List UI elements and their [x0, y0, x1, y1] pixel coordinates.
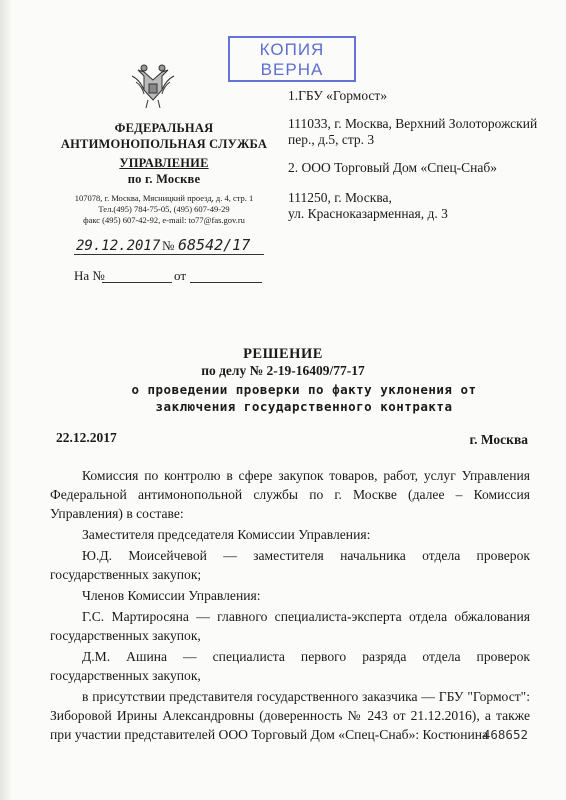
- body-paragraph-deputy: Ю.Д. Моисейчевой — заместителя начальника отдела проверок государственных закупок;: [50, 548, 530, 582]
- body-paragraph-deputy-heading: Заместителя председателя Комиссии Управления:: [82, 527, 371, 542]
- reference-date-line: [190, 282, 262, 283]
- subject-line-2: заключения государственного контракта: [155, 399, 453, 414]
- dept-name: УПРАВЛЕНИЕ: [119, 156, 209, 170]
- dept-city: по г. Москве: [127, 172, 201, 186]
- recipient-1-address: 111033, г. Москва, Верхний Золоторожский пер., д.5, стр. 3: [288, 116, 538, 147]
- body-paragraph-commission: Комиссия по контролю в сфере закупок товаров, работ, услуг Управления Федеральной антимонопольной службы по г. Москве (далее – Комиссия Управления) в составе:: [50, 468, 530, 521]
- page-serial-number: 468652: [482, 727, 528, 742]
- scan-edge-shadow: [0, 0, 12, 800]
- case-number: по делу № 2-19-16409/77-17: [201, 363, 365, 378]
- sender-phone: Тел.(495) 784-75-05, (495) 607-49-29: [98, 204, 230, 214]
- recipient-1-name: 1.ГБУ «Гормост»: [288, 88, 388, 103]
- reference-number-line: [102, 282, 172, 283]
- sender-fax: факс (495) 607-42-92, e-mail: to77@fas.gov.ru: [83, 215, 245, 225]
- outgoing-date: 29.12.2017: [76, 238, 161, 254]
- recipient-2-address-line-1: 111250, г. Москва,: [288, 190, 392, 205]
- decision-place: г. Москва: [469, 432, 528, 447]
- subject-line-1: о проведении проверки по факту уклонения от: [131, 382, 477, 397]
- org-name-line-2: АНТИМОНОПОЛЬНАЯ СЛУЖБА: [60, 137, 268, 151]
- copy-verified-stamp: [228, 36, 356, 82]
- reference-number-label: На №: [74, 268, 105, 283]
- recipient-2-address-line-2: ул. Красноказарменная, д. 3: [288, 206, 448, 221]
- body-paragraph-member-1: Г.С. Мартиросяна — главного специалиста-эксперта отдела обжалования государственных закупок,: [50, 609, 530, 643]
- body-paragraph-members-heading: Членов Комиссии Управления:: [82, 588, 261, 603]
- body-paragraph-member-2: Д.М. Ашина — специалиста первого разряда отдела проверок государственных закупок,: [50, 649, 530, 683]
- outgoing-line: [74, 254, 264, 255]
- body-paragraph-presence: в присутствии представителя государственного заказчика — ГБУ "Гормост": Зиборовой Ирины Александровны (доверенность № 243 от 21.12.2016), а также при участии представителей ООО Торговый Дом «Спец-Снаб»: Костюнина: [50, 689, 530, 742]
- reference-from-label: от: [174, 268, 187, 283]
- outgoing-number: 68542/17: [178, 236, 251, 254]
- coat-of-arms-icon: [130, 60, 176, 112]
- stamp-line-2: ВЕРНА: [260, 60, 324, 79]
- decision-date: 22.12.2017: [56, 430, 117, 445]
- sender-address: 107078, г. Москва, Мясницкий проезд, д. 4, стр. 1: [74, 193, 254, 203]
- recipient-2-name: 2. ООО Торговый Дом «Спец-Снаб»: [288, 160, 497, 175]
- outgoing-number-label: №: [162, 238, 175, 253]
- stamp-line-1: КОПИЯ: [259, 40, 325, 59]
- document-title: РЕШЕНИЕ: [243, 346, 323, 362]
- org-name-line-1: ФЕДЕРАЛЬНАЯ: [114, 121, 214, 135]
- document-body: [50, 466, 530, 744]
